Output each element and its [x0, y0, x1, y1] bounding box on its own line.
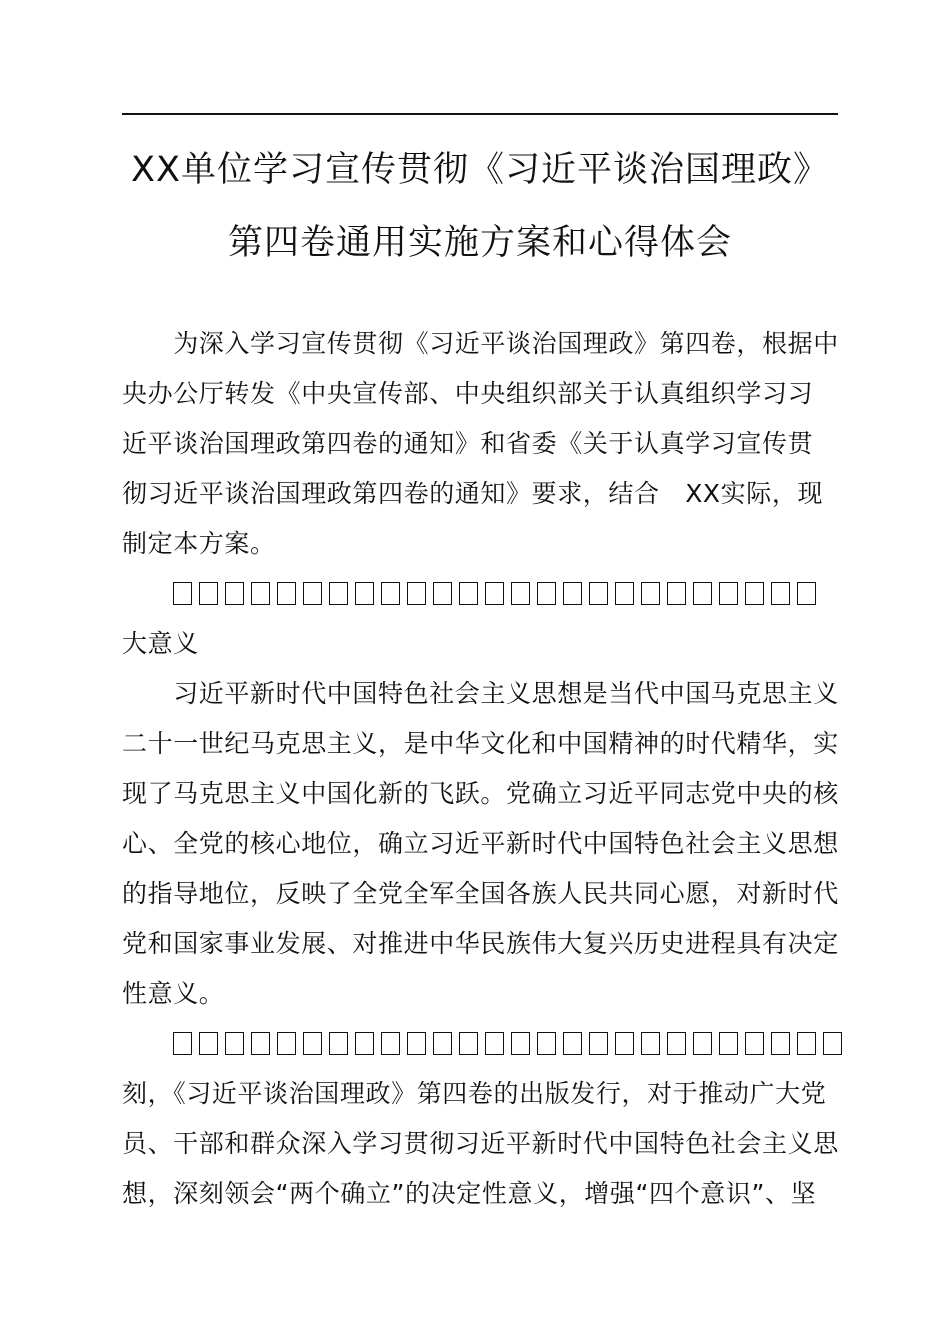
- document-title-line-2: 第四卷通用实施方案和心得体会: [227, 223, 732, 263]
- body-line: 刻，《习近平谈治国理政》第四卷的出版发行，对于推动广大党: [122, 1079, 827, 1108]
- missing-glyph-box: [693, 1032, 712, 1055]
- body-line: 性意义。: [122, 979, 225, 1008]
- missing-glyph-box: [433, 1032, 452, 1055]
- missing-glyph-box: [329, 582, 348, 605]
- body-line: 制定本方案。: [122, 529, 276, 558]
- missing-glyph-box: [225, 582, 244, 605]
- missing-glyph-box: [381, 582, 400, 605]
- missing-glyph-box: [303, 582, 322, 605]
- missing-glyph-box: [459, 582, 478, 605]
- missing-glyph-box: [199, 1032, 218, 1055]
- body-line: 央办公厅转发《中央宣传部、中央组织部关于认真组织学习习: [122, 379, 814, 408]
- missing-glyph-box: [329, 1032, 348, 1055]
- missing-glyph-box: [433, 582, 452, 605]
- body-line: 的指导地位，反映了全党全军全国各族人民共同心愿，对新时代: [122, 879, 839, 908]
- body-line: 习近平新时代中国特色社会主义思想是当代中国马克思主义: [122, 679, 839, 708]
- missing-glyph-box: [667, 1032, 686, 1055]
- missing-glyph-box: [615, 1032, 634, 1055]
- missing-glyph-box: [225, 1032, 244, 1055]
- body-line: 为深入学习宣传贯彻《习近平谈治国理政》第四卷，根据中: [122, 329, 839, 358]
- missing-glyph-box: [641, 582, 660, 605]
- body-line: 大意义: [122, 629, 199, 658]
- missing-glyph-box: [745, 1032, 764, 1055]
- missing-glyph-box: [745, 582, 764, 605]
- missing-glyph-box: [511, 582, 530, 605]
- missing-glyph-box: [381, 1032, 400, 1055]
- missing-glyph-box: [823, 1032, 842, 1055]
- missing-glyph-box: [589, 582, 608, 605]
- body-line: 二十一世纪马克思主义，是中华文化和中国精神的时代精华，实: [122, 729, 839, 758]
- document-title-line-1: XX单位学习宣传贯彻《习近平谈治国理政》: [131, 150, 829, 190]
- missing-glyph-box: [355, 582, 374, 605]
- missing-glyph-box: [485, 1032, 504, 1055]
- missing-glyph-box: [641, 1032, 660, 1055]
- missing-glyph-box: [537, 1032, 556, 1055]
- missing-glyph-box: [251, 582, 270, 605]
- missing-glyph-box: [355, 1032, 374, 1055]
- missing-glyph-box: [407, 1032, 426, 1055]
- body-line: 党和国家事业发展、对推进中华民族伟大复兴历史进程具有决定: [122, 929, 839, 958]
- missing-glyph-box: [589, 1032, 608, 1055]
- missing-glyph-box: [199, 582, 218, 605]
- missing-glyph-box: [797, 1032, 816, 1055]
- missing-glyph-box: [667, 582, 686, 605]
- missing-glyph-box: [407, 582, 426, 605]
- missing-glyph-box: [511, 1032, 530, 1055]
- body-line: 彻习近平谈治国理政第四卷的通知》要求，结合 XX实际，现: [122, 479, 824, 508]
- body-line: 现了马克思主义中国化新的飞跃。党确立习近平同志党中央的核: [122, 779, 839, 808]
- missing-glyph-box: [277, 1032, 296, 1055]
- missing-glyph-box: [719, 582, 738, 605]
- missing-glyph-box: [303, 1032, 322, 1055]
- missing-glyph-box: [771, 582, 790, 605]
- missing-glyph-box: [615, 582, 634, 605]
- missing-glyph-box: [173, 582, 192, 605]
- body-line: 想，深刻领会“两个确立”的决定性意义，增强“四个意识”、坚: [122, 1179, 817, 1208]
- missing-glyph-box: [771, 1032, 790, 1055]
- missing-glyph-box: [537, 582, 556, 605]
- body-line: 员、干部和群众深入学习贯彻习近平新时代中国特色社会主义思: [122, 1129, 839, 1158]
- missing-glyph-box: [719, 1032, 738, 1055]
- missing-glyph-box: [563, 1032, 582, 1055]
- missing-glyph-box: [459, 1032, 478, 1055]
- missing-glyph-box: [277, 582, 296, 605]
- missing-glyph-box: [251, 1032, 270, 1055]
- missing-glyph-row: [173, 1032, 842, 1055]
- missing-glyph-box: [797, 582, 816, 605]
- missing-glyph-box: [485, 582, 504, 605]
- missing-glyph-box: [563, 582, 582, 605]
- body-line: 近平谈治国理政第四卷的通知》和省委《关于认真学习宣传贯: [122, 429, 814, 458]
- missing-glyph-row: [173, 582, 816, 605]
- body-line: 心、全党的核心地位，确立习近平新时代中国特色社会主义思想: [122, 829, 839, 858]
- missing-glyph-box: [693, 582, 712, 605]
- header-rule: [122, 113, 838, 115]
- missing-glyph-box: [173, 1032, 192, 1055]
